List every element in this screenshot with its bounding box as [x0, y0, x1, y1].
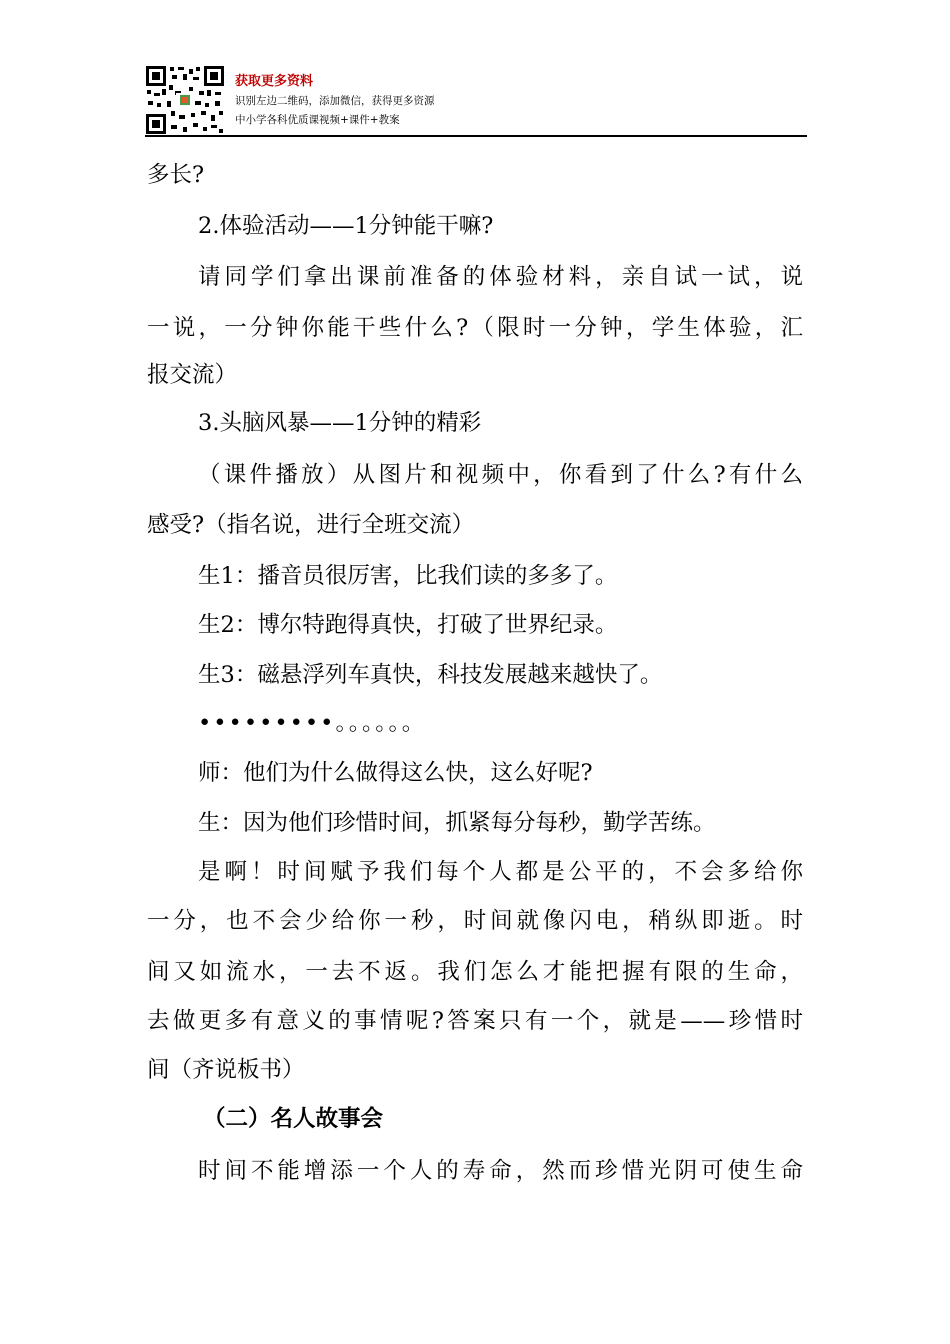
page-header	[145, 62, 807, 138]
header-title: 获取更多资料	[235, 74, 314, 89]
paragraph-line: 生：因为他们珍惜时间，抓紧每分每秒，勤学苦练。	[198, 810, 716, 836]
paragraph-line: 感受?（指名说，进行全班交流）	[147, 512, 475, 538]
section-heading: 3.头脑风暴——1分钟的精彩	[198, 410, 482, 436]
paragraph-line: 是啊！时间赋予我们每个人都是公平的，不会多给你	[198, 859, 803, 885]
paragraph-line: （课件播放）从图片和视频中，你看到了什么?有什么	[198, 462, 803, 488]
paragraph-line: 生3：磁悬浮列车真快，科技发展越来越快了。	[198, 662, 663, 688]
paragraph-line: 报交流）	[147, 362, 238, 388]
ellipsis-line: •••••••••。。。。。。	[198, 710, 427, 736]
paragraph-line: 生2：博尔特跑得真快，打破了世界纪录。	[198, 612, 618, 638]
subsection-heading: （二）名人故事会	[203, 1106, 384, 1132]
paragraph-line: 间又如流水，一去不返。我们怎么才能把握有限的生命，	[147, 959, 803, 985]
paragraph-line: 生1：播音员很厉害，比我们读的多多了。	[198, 563, 618, 589]
paragraph-line: 一说，一分钟你能干些什么?（限时一分钟，学生体验，汇	[147, 315, 803, 341]
qr-code-icon	[145, 65, 225, 135]
paragraph-line: 一分，也不会少给你一秒，时间就像闪电，稍纵即逝。时	[147, 908, 803, 934]
header-tagline: 中小学各科优质课视频+课件+教案	[235, 114, 400, 126]
paragraph-line: 间（齐说板书）	[147, 1057, 305, 1083]
header-divider	[145, 135, 807, 137]
paragraph-line: 时间不能增添一个人的寿命，然而珍惜光阴可使生命	[198, 1158, 803, 1184]
paragraph-line: 师：他们为什么做得这么快，这么好呢?	[198, 760, 593, 786]
paragraph-line: 请同学们拿出课前准备的体验材料，亲自试一试，说	[198, 264, 803, 290]
paragraph-line: 多长?	[147, 162, 205, 188]
section-heading: 2.体验活动——1分钟能干嘛?	[198, 213, 494, 239]
header-subtitle: 识别左边二维码，添加微信，获得更多资源	[235, 95, 435, 107]
paragraph-line: 去做更多有意义的事情呢?答案只有一个，就是——珍惜时	[147, 1008, 803, 1034]
